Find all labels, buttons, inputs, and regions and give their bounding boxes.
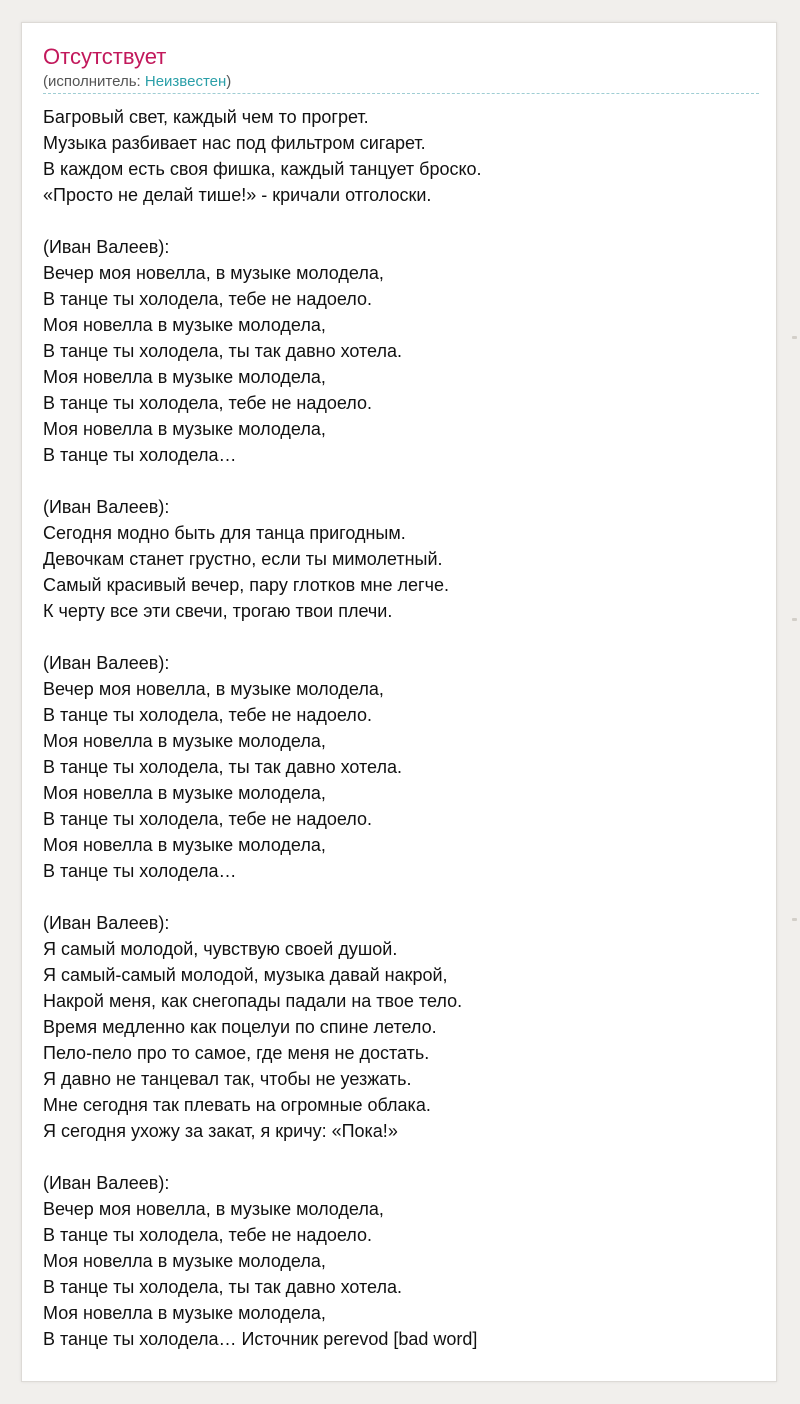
artist-suffix: ) — [226, 73, 232, 90]
lyric-line: Я самый-самый молодой, музыка давай накрой, — [43, 965, 448, 985]
lyric-line: Музыка разбивает нас под фильтром сигарет. — [43, 133, 426, 153]
stanza-gap — [43, 1144, 759, 1170]
lyric-line: Моя новелла в музыке молодела, — [43, 1303, 326, 1323]
lyric-line: В танце ты холодела, тебе не надоело. — [43, 809, 372, 829]
lyric-line: Моя новелла в музыке молодела, — [43, 835, 326, 855]
lyric-line: В танце ты холодела, тебе не надоело. — [43, 393, 372, 413]
stanza-gap — [43, 624, 759, 650]
lyric-line: Моя новелла в музыке молодела, — [43, 731, 326, 751]
lyric-line: В танце ты холодела, ты так давно хотела. — [43, 1277, 402, 1297]
lyric-line: Моя новелла в музыке молодела, — [43, 783, 326, 803]
lyric-line: Я давно не танцевал так, чтобы не уезжать. — [43, 1069, 412, 1089]
stanza-gap — [43, 468, 759, 494]
lyric-line: Моя новелла в музыке молодела, — [43, 1251, 326, 1271]
lyric-line: К черту все эти свечи, трогаю твои плечи. — [43, 601, 393, 621]
lyric-line: В танце ты холодела… — [43, 445, 237, 465]
lyric-line: Я самый молодой, чувствую своей душой. — [43, 939, 398, 959]
artist-line — [43, 73, 231, 91]
lyric-line: В танце ты холодела, тебе не надоело. — [43, 289, 372, 309]
lyric-line: В танце ты холодела, тебе не надоело. — [43, 1225, 372, 1245]
lyric-line: Мне сегодня так плевать на огромные облака. — [43, 1095, 431, 1115]
stanza-gap — [43, 884, 759, 910]
artist-prefix: (исполнитель: — [43, 73, 145, 90]
edge-decoration — [792, 618, 797, 621]
lyric-line: (Иван Валеев): — [43, 237, 170, 257]
lyric-line: Вечер моя новелла, в музыке молодела, — [43, 263, 384, 283]
lyric-line: В танце ты холодела… Источник perevod [bad word] — [43, 1329, 478, 1349]
lyric-line: Накрой меня, как снегопады падали на твое тело. — [43, 991, 463, 1011]
lyric-line: Пело-пело про то самое, где меня не достать. — [43, 1043, 430, 1063]
lyric-line: Багровый свет, каждый чем то прогрет. — [43, 107, 369, 127]
edge-decoration — [792, 918, 797, 921]
lyric-line: Моя новелла в музыке молодела, — [43, 367, 326, 387]
lyric-line: (Иван Валеев): — [43, 913, 170, 933]
lyric-line: (Иван Валеев): — [43, 497, 170, 517]
song-title: Отсутствует — [43, 44, 167, 69]
lyric-line: В танце ты холодела… — [43, 861, 237, 881]
lyric-line: Я сегодня ухожу за закат, я кричу: «Пока!» — [43, 1121, 398, 1141]
lyric-line: Сегодня модно быть для танца пригодным. — [43, 523, 406, 543]
lyric-line: «Просто не делай тише!» - кричали отголоски. — [43, 185, 432, 205]
lyric-line: Вечер моя новелла, в музыке молодела, — [43, 679, 384, 699]
lyric-line: В каждом есть своя фишка, каждый танцует броско. — [43, 159, 482, 179]
title-divider — [43, 93, 759, 94]
lyric-line: Девочкам станет грустно, если ты мимолетный. — [43, 549, 443, 569]
lyric-line: (Иван Валеев): — [43, 653, 170, 673]
lyric-line: Самый красивый вечер, пару глотков мне легче. — [43, 575, 450, 595]
stanza-gap — [43, 208, 759, 234]
lyrics-card — [21, 22, 777, 1382]
lyric-line: Время медленно как поцелуи по спине летело. — [43, 1017, 437, 1037]
lyric-line: Вечер моя новелла, в музыке молодела, — [43, 1199, 384, 1219]
artist-link[interactable]: Неизвестен — [144, 73, 227, 90]
lyric-line: (Иван Валеев): — [43, 1173, 170, 1193]
lyrics-text — [43, 104, 759, 1352]
lyric-line: Моя новелла в музыке молодела, — [43, 419, 326, 439]
lyric-line: В танце ты холодела, тебе не надоело. — [43, 705, 372, 725]
lyric-line: В танце ты холодела, ты так давно хотела. — [43, 341, 402, 361]
edge-decoration — [792, 336, 797, 339]
lyric-line: Моя новелла в музыке молодела, — [43, 315, 326, 335]
lyric-line: В танце ты холодела, ты так давно хотела. — [43, 757, 402, 777]
